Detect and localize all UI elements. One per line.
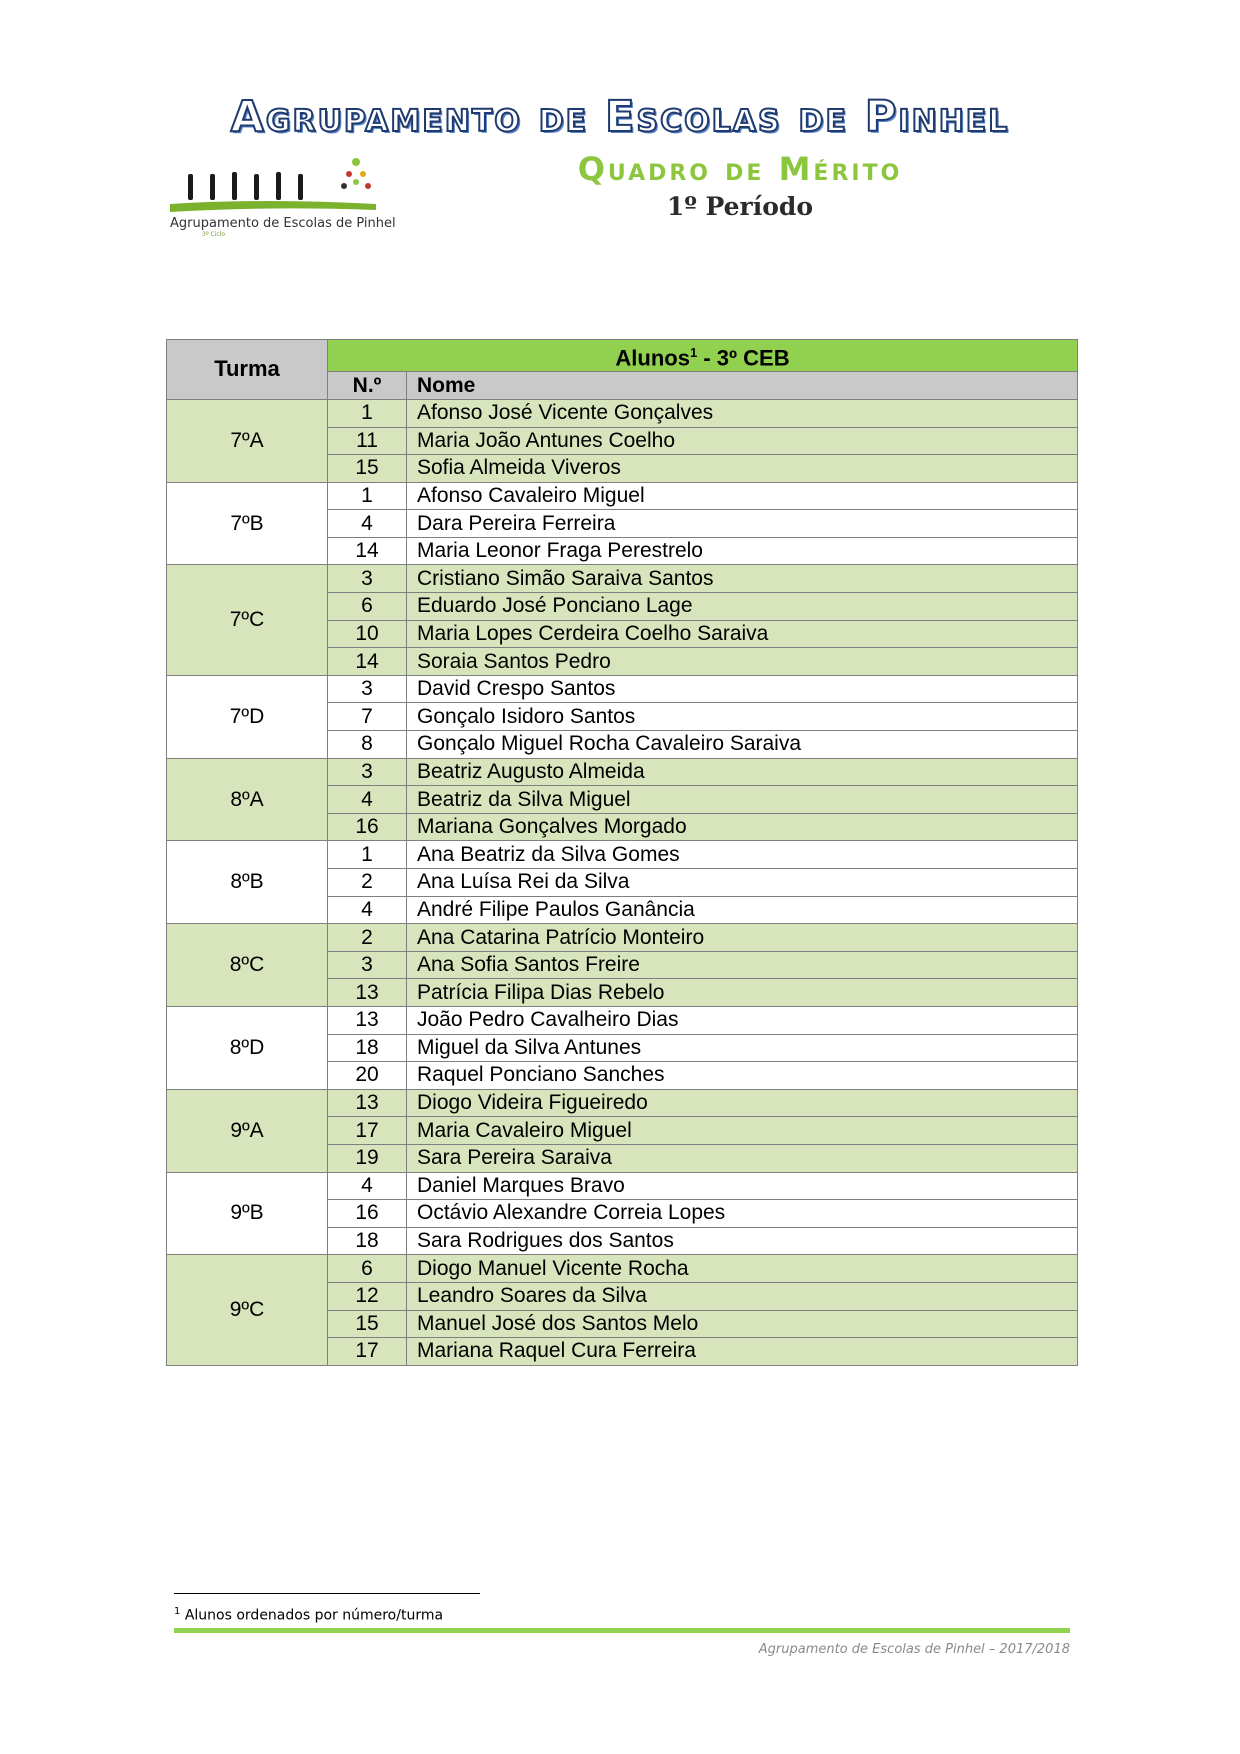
student-name: Ana Beatriz da Silva Gomes bbox=[407, 841, 1078, 869]
student-number: 1 bbox=[328, 841, 407, 869]
student-number: 1 bbox=[328, 399, 407, 427]
table-row bbox=[167, 1006, 1078, 1034]
student-name: Maria João Antunes Coelho bbox=[407, 427, 1078, 455]
student-number: 7 bbox=[328, 703, 407, 731]
student-number: 20 bbox=[328, 1062, 407, 1090]
table-row bbox=[167, 482, 1078, 510]
student-number: 12 bbox=[328, 1282, 407, 1310]
student-name: Daniel Marques Bravo bbox=[407, 1172, 1078, 1200]
header-name: Nome bbox=[407, 372, 1078, 400]
student-number: 4 bbox=[328, 896, 407, 924]
student-name: Mariana Gonçalves Morgado bbox=[407, 813, 1078, 841]
table-row bbox=[167, 675, 1078, 703]
table-row bbox=[167, 924, 1078, 952]
student-name: Sara Rodrigues dos Santos bbox=[407, 1227, 1078, 1255]
turma-cell: 7ºB bbox=[167, 482, 328, 565]
turma-cell: 9ºB bbox=[167, 1172, 328, 1255]
turma-cell: 9ºA bbox=[167, 1089, 328, 1172]
student-name: João Pedro Cavalheiro Dias bbox=[407, 1006, 1078, 1034]
student-number: 19 bbox=[328, 1144, 407, 1172]
student-name: Maria Cavaleiro Miguel bbox=[407, 1117, 1078, 1145]
student-number: 13 bbox=[328, 1089, 407, 1117]
student-number: 3 bbox=[328, 675, 407, 703]
student-name: Patrícia Filipa Dias Rebelo bbox=[407, 979, 1078, 1007]
student-name: Manuel José dos Santos Melo bbox=[407, 1310, 1078, 1338]
student-name: Ana Sofia Santos Freire bbox=[407, 951, 1078, 979]
student-name: Soraia Santos Pedro bbox=[407, 648, 1078, 676]
table-row bbox=[167, 1172, 1078, 1200]
student-number: 6 bbox=[328, 593, 407, 621]
student-number: 15 bbox=[328, 1310, 407, 1338]
turma-cell: 8ºB bbox=[167, 841, 328, 924]
student-name: Cristiano Simão Saraiva Santos bbox=[407, 565, 1078, 593]
student-number: 3 bbox=[328, 565, 407, 593]
header-alunos: Alunos$^1$ - 3º CEB bbox=[328, 340, 1078, 372]
student-name: David Crespo Santos bbox=[407, 675, 1078, 703]
student-name: Eduardo José Ponciano Lage bbox=[407, 593, 1078, 621]
student-name: Miguel da Silva Antunes bbox=[407, 1034, 1078, 1062]
student-number: 4 bbox=[328, 786, 407, 814]
student-number: 15 bbox=[328, 455, 407, 483]
student-number: 3 bbox=[328, 758, 407, 786]
student-number: 13 bbox=[328, 979, 407, 1007]
table-row bbox=[167, 565, 1078, 593]
turma-cell: 7ºD bbox=[167, 675, 328, 758]
student-name: Afonso Cavaleiro Miguel bbox=[407, 482, 1078, 510]
logo-text: Agrupamento de Escolas de Pinhel bbox=[170, 216, 396, 231]
student-number: 14 bbox=[328, 537, 407, 565]
student-number: 18 bbox=[328, 1227, 407, 1255]
table-row bbox=[167, 1255, 1078, 1283]
student-name: Sofia Almeida Viveros bbox=[407, 455, 1078, 483]
student-number: 8 bbox=[328, 731, 407, 759]
student-name: Diogo Manuel Vicente Rocha bbox=[407, 1255, 1078, 1283]
student-number: 2 bbox=[328, 869, 407, 897]
table-row bbox=[167, 758, 1078, 786]
period-label: 1º Período bbox=[666, 192, 814, 221]
student-name: Octávio Alexandre Correia Lopes bbox=[407, 1200, 1078, 1228]
page-title: Agrupamento de Escolas de Pinhel bbox=[230, 92, 1010, 142]
header-number: N.º bbox=[328, 372, 407, 400]
student-name: Beatriz Augusto Almeida bbox=[407, 758, 1078, 786]
student-name: Gonçalo Miguel Rocha Cavaleiro Saraiva bbox=[407, 731, 1078, 759]
table-row bbox=[167, 1089, 1078, 1117]
header-turma: Turma bbox=[167, 340, 328, 400]
student-number: 4 bbox=[328, 1172, 407, 1200]
student-name: Raquel Ponciano Sanches bbox=[407, 1062, 1078, 1090]
student-number: 17 bbox=[328, 1117, 407, 1145]
student-name: Diogo Videira Figueiredo bbox=[407, 1089, 1078, 1117]
turma-cell: 8ºD bbox=[167, 1006, 328, 1089]
student-name: Beatriz da Silva Miguel bbox=[407, 786, 1078, 814]
student-number: 17 bbox=[328, 1338, 407, 1366]
table-row bbox=[167, 399, 1078, 427]
merit-table-body bbox=[167, 399, 1078, 1365]
turma-cell: 7ºA bbox=[167, 399, 328, 482]
student-name: Afonso José Vicente Gonçalves bbox=[407, 399, 1078, 427]
student-number: 18 bbox=[328, 1034, 407, 1062]
turma-cell: 7ºC bbox=[167, 565, 328, 675]
table-row bbox=[167, 841, 1078, 869]
merit-table bbox=[166, 339, 1078, 1366]
student-number: 4 bbox=[328, 510, 407, 538]
student-name: Ana Luísa Rei da Silva bbox=[407, 869, 1078, 897]
student-name: Dara Pereira Ferreira bbox=[407, 510, 1078, 538]
student-name: Leandro Soares da Silva bbox=[407, 1282, 1078, 1310]
student-name: Maria Lopes Cerdeira Coelho Saraiva bbox=[407, 620, 1078, 648]
student-number: 1 bbox=[328, 482, 407, 510]
student-number: 3 bbox=[328, 951, 407, 979]
footer-bar bbox=[174, 1628, 1070, 1633]
student-name: Sara Pereira Saraiva bbox=[407, 1144, 1078, 1172]
turma-cell: 9ºC bbox=[167, 1255, 328, 1365]
student-name: Gonçalo Isidoro Santos bbox=[407, 703, 1078, 731]
student-number: 14 bbox=[328, 648, 407, 676]
student-name: Mariana Raquel Cura Ferreira bbox=[407, 1338, 1078, 1366]
student-number: 16 bbox=[328, 1200, 407, 1228]
student-number: 16 bbox=[328, 813, 407, 841]
footer-text: Agrupamento de Escolas de Pinhel – 2017/2018 bbox=[758, 1642, 1070, 1657]
student-name: Ana Catarina Patrício Monteiro bbox=[407, 924, 1078, 952]
page-subtitle: Quadro de Mérito bbox=[577, 150, 903, 188]
student-name: André Filipe Paulos Ganância bbox=[407, 896, 1078, 924]
turma-cell: 8ºA bbox=[167, 758, 328, 841]
student-name: Maria Leonor Fraga Perestrelo bbox=[407, 537, 1078, 565]
turma-cell: 8ºC bbox=[167, 924, 328, 1007]
footnote: $^1$ Alunos ordenados por número/turma bbox=[174, 1606, 444, 1624]
footnote-divider bbox=[174, 1593, 480, 1594]
logo-subtext: 3º Ciclo bbox=[202, 231, 226, 238]
student-number: 13 bbox=[328, 1006, 407, 1034]
student-number: 10 bbox=[328, 620, 407, 648]
student-number: 11 bbox=[328, 427, 407, 455]
student-number: 6 bbox=[328, 1255, 407, 1283]
student-number: 2 bbox=[328, 924, 407, 952]
